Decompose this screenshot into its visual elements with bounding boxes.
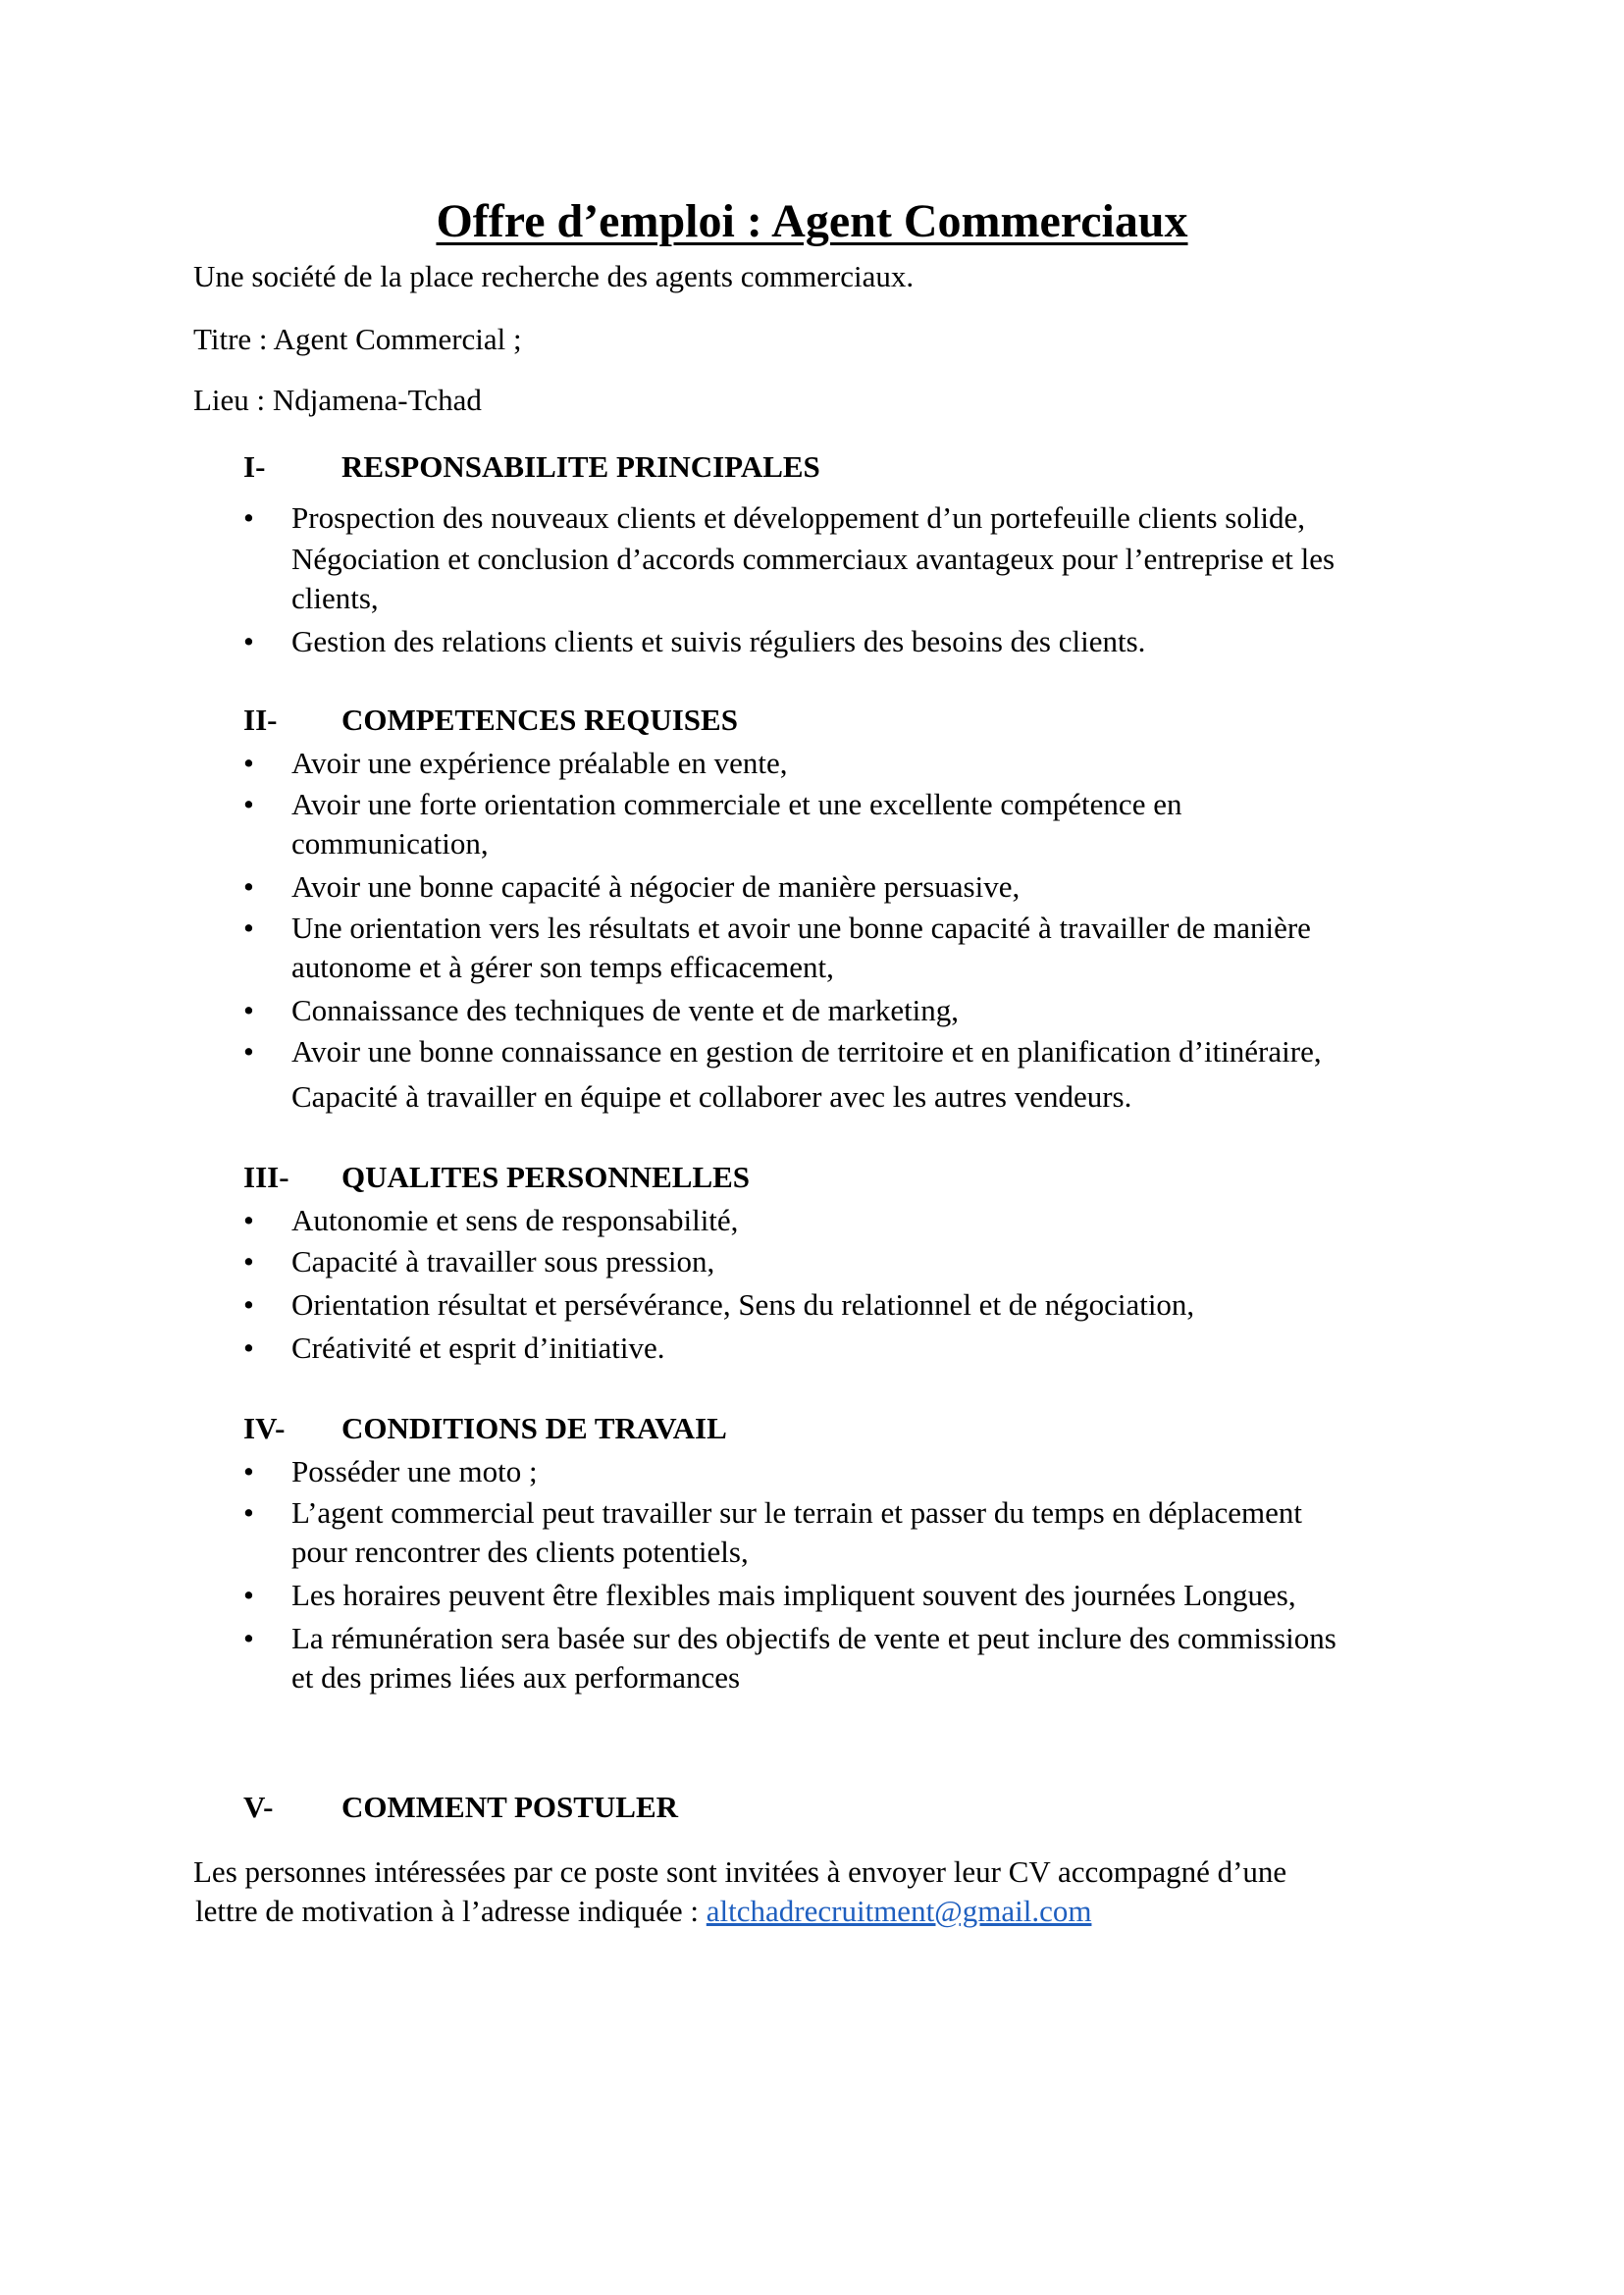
item-text: communication, <box>291 826 489 861</box>
lieu-line: Lieu : Ndjamena-Tchad <box>193 383 482 417</box>
item-text: La rémunération sera basée sur des objectifs de vente et peut inclure des commissions <box>291 1621 1336 1655</box>
bullet-glyph: • <box>243 746 254 780</box>
bullet-glyph: • <box>243 1621 254 1655</box>
section-number: V- <box>243 1790 274 1824</box>
list-item-continuation <box>243 579 1450 618</box>
item-text: Créativité et esprit d’initiative. <box>291 1330 665 1365</box>
section-number: IV- <box>243 1411 286 1445</box>
list-item-continuation <box>243 948 1450 987</box>
titre-line: Titre : Agent Commercial ; <box>193 322 522 356</box>
email-link[interactable]: altchadrecruitment@gmail.com <box>706 1894 1092 1928</box>
apply-text-line-1: Les personnes intéressées par ce poste sont invitées à envoyer leur CV accompagné d’une <box>193 1854 1287 1889</box>
item-text: Orientation résultat et persévérance, <box>291 1287 731 1322</box>
list-item <box>243 1452 1450 1491</box>
bullet-glyph: • <box>243 1203 254 1237</box>
bullet-glyph: • <box>243 1578 254 1612</box>
list-item-continuation <box>243 540 1450 579</box>
item-text: autonome et à gérer son temps efficacement, <box>291 950 834 984</box>
section-number: I- <box>243 449 266 484</box>
bullet-glyph: • <box>243 500 254 535</box>
item-text: Gestion des relations clients et suivis réguliers des besoins des clients. <box>291 624 1146 658</box>
list-item <box>243 622 1450 661</box>
item-text: pour rencontrer des clients potentiels, <box>291 1535 749 1569</box>
list-item-continuation <box>243 1658 1450 1697</box>
section-heading-2 <box>243 701 738 740</box>
list-item <box>243 1285 1450 1327</box>
section-4-list <box>243 1452 1450 1697</box>
section-title: CONDITIONS DE TRAVAIL <box>341 1411 727 1445</box>
section-title: COMPETENCES REQUISES <box>341 703 738 737</box>
list-item <box>243 991 1450 1030</box>
item-text: Capacité à travailler sous pression, <box>291 1244 715 1278</box>
list-item <box>243 867 1450 907</box>
apply-text: lettre de motivation à l’adresse indiquée : <box>195 1894 700 1928</box>
bullet-glyph: • <box>243 993 254 1027</box>
section-heading-4 <box>243 1409 727 1448</box>
bullet-glyph: • <box>243 1287 254 1322</box>
item-text: Sens du relationnel et de négociation, <box>738 1287 1195 1322</box>
list-item <box>243 1329 1450 1368</box>
list-item <box>243 744 1450 783</box>
bullet-glyph: • <box>243 1330 254 1365</box>
list-item <box>243 1032 1450 1071</box>
section-title: QUALITES PERSONNELLES <box>341 1160 751 1194</box>
bullet-glyph: • <box>243 787 254 821</box>
intro-text: Une société de la place recherche des agents commerciaux. <box>193 259 915 293</box>
bullet-glyph: • <box>243 1034 254 1069</box>
list-item-continuation <box>243 1077 1450 1119</box>
list-item <box>243 1576 1450 1615</box>
item-text: Prospection des nouveaux clients et développement d’un portefeuille clients solide, <box>291 500 1306 535</box>
list-item <box>243 1493 1450 1533</box>
section-heading-3 <box>243 1158 750 1197</box>
page-title: Offre d’emploi : Agent Commerciaux <box>436 195 1188 247</box>
bullet-glyph: • <box>243 624 254 658</box>
item-text: Avoir une bonne capacité à négocier de manière persuasive, <box>291 869 1021 904</box>
list-item <box>243 1201 1450 1240</box>
list-item <box>243 909 1450 948</box>
bullet-glyph: • <box>243 1244 254 1278</box>
item-text: Avoir une bonne connaissance en gestion de territoire et en planification d’itinéraire, <box>291 1034 1322 1069</box>
bullet-glyph: • <box>243 1495 254 1530</box>
section-3-list <box>243 1201 1450 1368</box>
item-text: Les horaires peuvent être flexibles mais impliquent souvent des journées Longues, <box>291 1578 1296 1612</box>
list-item <box>243 1619 1450 1658</box>
list-item <box>243 498 1450 540</box>
list-item-continuation <box>243 1533 1450 1572</box>
bullet-glyph: • <box>243 869 254 904</box>
item-text: et des primes liées aux performances <box>291 1660 741 1695</box>
section-title: COMMENT POSTULER <box>341 1790 679 1824</box>
section-2-list <box>243 744 1450 1119</box>
item-text: L’agent commercial peut travailler sur le terrain et passer du temps en déplacement <box>291 1495 1303 1530</box>
item-text: Négociation et conclusion d’accords commerciaux avantageux pour l’entreprise et les <box>291 542 1336 576</box>
item-text: Connaissance des techniques de vente et de marketing, <box>291 993 960 1027</box>
item-text: Autonomie et sens de responsabilité, <box>291 1203 739 1237</box>
item-text: Avoir une expérience préalable en vente, <box>291 746 788 780</box>
item-text: Capacité à travailler en équipe et collaborer avec les autres vendeurs. <box>291 1079 1132 1114</box>
item-text: Une orientation vers les résultats et avoir une bonne capacité à travailler de manière <box>291 911 1311 945</box>
item-text: Avoir une forte orientation commerciale et une excellente compétence en <box>291 787 1182 821</box>
section-number: III- <box>243 1160 289 1194</box>
bullet-glyph: • <box>243 911 254 945</box>
item-text: clients, <box>291 581 379 615</box>
list-item <box>243 1242 1450 1281</box>
item-text: Posséder une moto ; <box>291 1454 538 1488</box>
section-heading-1 <box>243 447 820 487</box>
apply-text-line-2 <box>195 1892 1091 1931</box>
section-title: RESPONSABILITE PRINCIPALES <box>341 449 820 484</box>
bullet-glyph: • <box>243 1454 254 1488</box>
section-number: II- <box>243 703 278 737</box>
section-heading-5 <box>243 1788 678 1827</box>
list-item-continuation <box>243 824 1450 863</box>
list-item <box>243 785 1450 824</box>
section-1-list <box>243 498 1450 661</box>
